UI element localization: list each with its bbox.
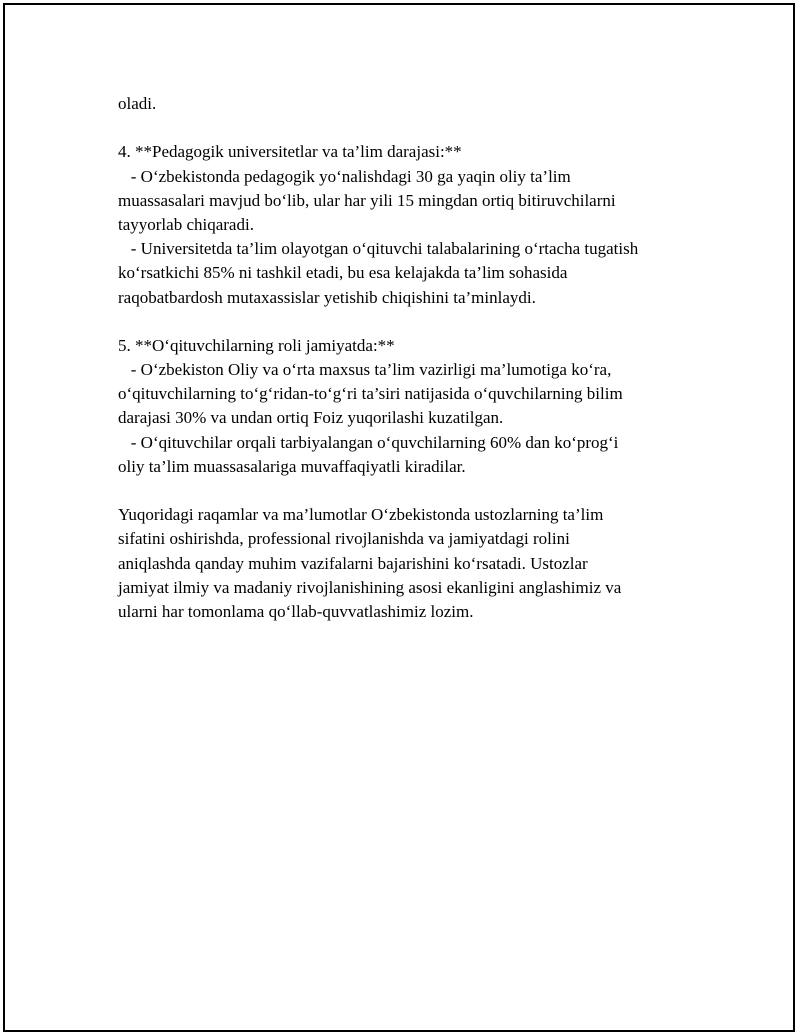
section-4: [118, 140, 708, 309]
paragraph-gap: [118, 310, 708, 334]
document-body: [118, 92, 708, 624]
section-5: [118, 334, 708, 479]
paragraph-gap: [118, 116, 708, 140]
section-4-line: - Universitetda ta’lim olayotgan o‘qituvchi talabalarining o‘rtacha tugatish: [118, 239, 639, 259]
section-5-line: darajasi 30% va undan ortiq Foiz yuqorilashi kuzatilgan.: [118, 408, 504, 428]
section-5-line: - O‘zbekiston Oliy va o‘rta maxsus ta’lim vazirligi ma’lumotiga ko‘ra,: [118, 360, 612, 380]
section-4-line: tayyorlab chiqaradi.: [118, 214, 254, 234]
section-4-line: muassasalari mavjud bo‘lib, ular har yili 15 mingdan ortiq bitiruvchilarni: [118, 190, 616, 210]
section-5-line: o‘qituvchilarning to‘g‘ridan-to‘g‘ri ta’siri natijasida o‘quvchilarning bilim: [118, 384, 623, 404]
conclusion-line: aniqlashda qanday muhim vazifalarni bajarishini ko‘rsatadi. Ustozlar: [118, 553, 588, 573]
section-5-line: oliy ta’lim muassasalariga muvaffaqiyatli kiradilar.: [118, 456, 466, 476]
conclusion-paragraph: [118, 503, 708, 624]
section-4-line: - O‘zbekistonda pedagogik yo‘nalishdagi 30 ga yaqin oliy ta’lim: [118, 166, 571, 186]
conclusion-line: ularni har tomonlama qo‘llab-quvvatlashimiz lozim.: [118, 601, 474, 621]
conclusion-line: Yuqoridagi raqamlar va ma’lumotlar O‘zbekistonda ustozlarning ta’lim: [118, 505, 604, 525]
section-4-heading: 4. **Pedagogik universitetlar va ta’lim darajasi:**: [118, 142, 462, 162]
conclusion-line: jamiyat ilmiy va madaniy rivojlanishining asosi ekanligini anglashimiz va: [118, 577, 622, 597]
conclusion-line: sifatini oshirishda, professional rivojlanishda va jamiyatdagi rolini: [118, 529, 570, 549]
section-4-line: ko‘rsatkichi 85% ni tashkil etadi, bu esa kelajakda ta’lim sohasida: [118, 263, 568, 283]
section-5-heading: 5. **O‘qituvchilarning roli jamiyatda:**: [118, 335, 395, 355]
intro-line: oladi.: [118, 94, 157, 113]
paragraph-gap: [118, 479, 708, 503]
section-5-line: - O‘qituvchilar orqali tarbiyalangan o‘quvchilarning 60% dan ko‘prog‘i: [118, 432, 619, 452]
section-4-line: raqobatbardosh mutaxassislar yetishib chiqishini ta’minlaydi.: [118, 287, 536, 307]
